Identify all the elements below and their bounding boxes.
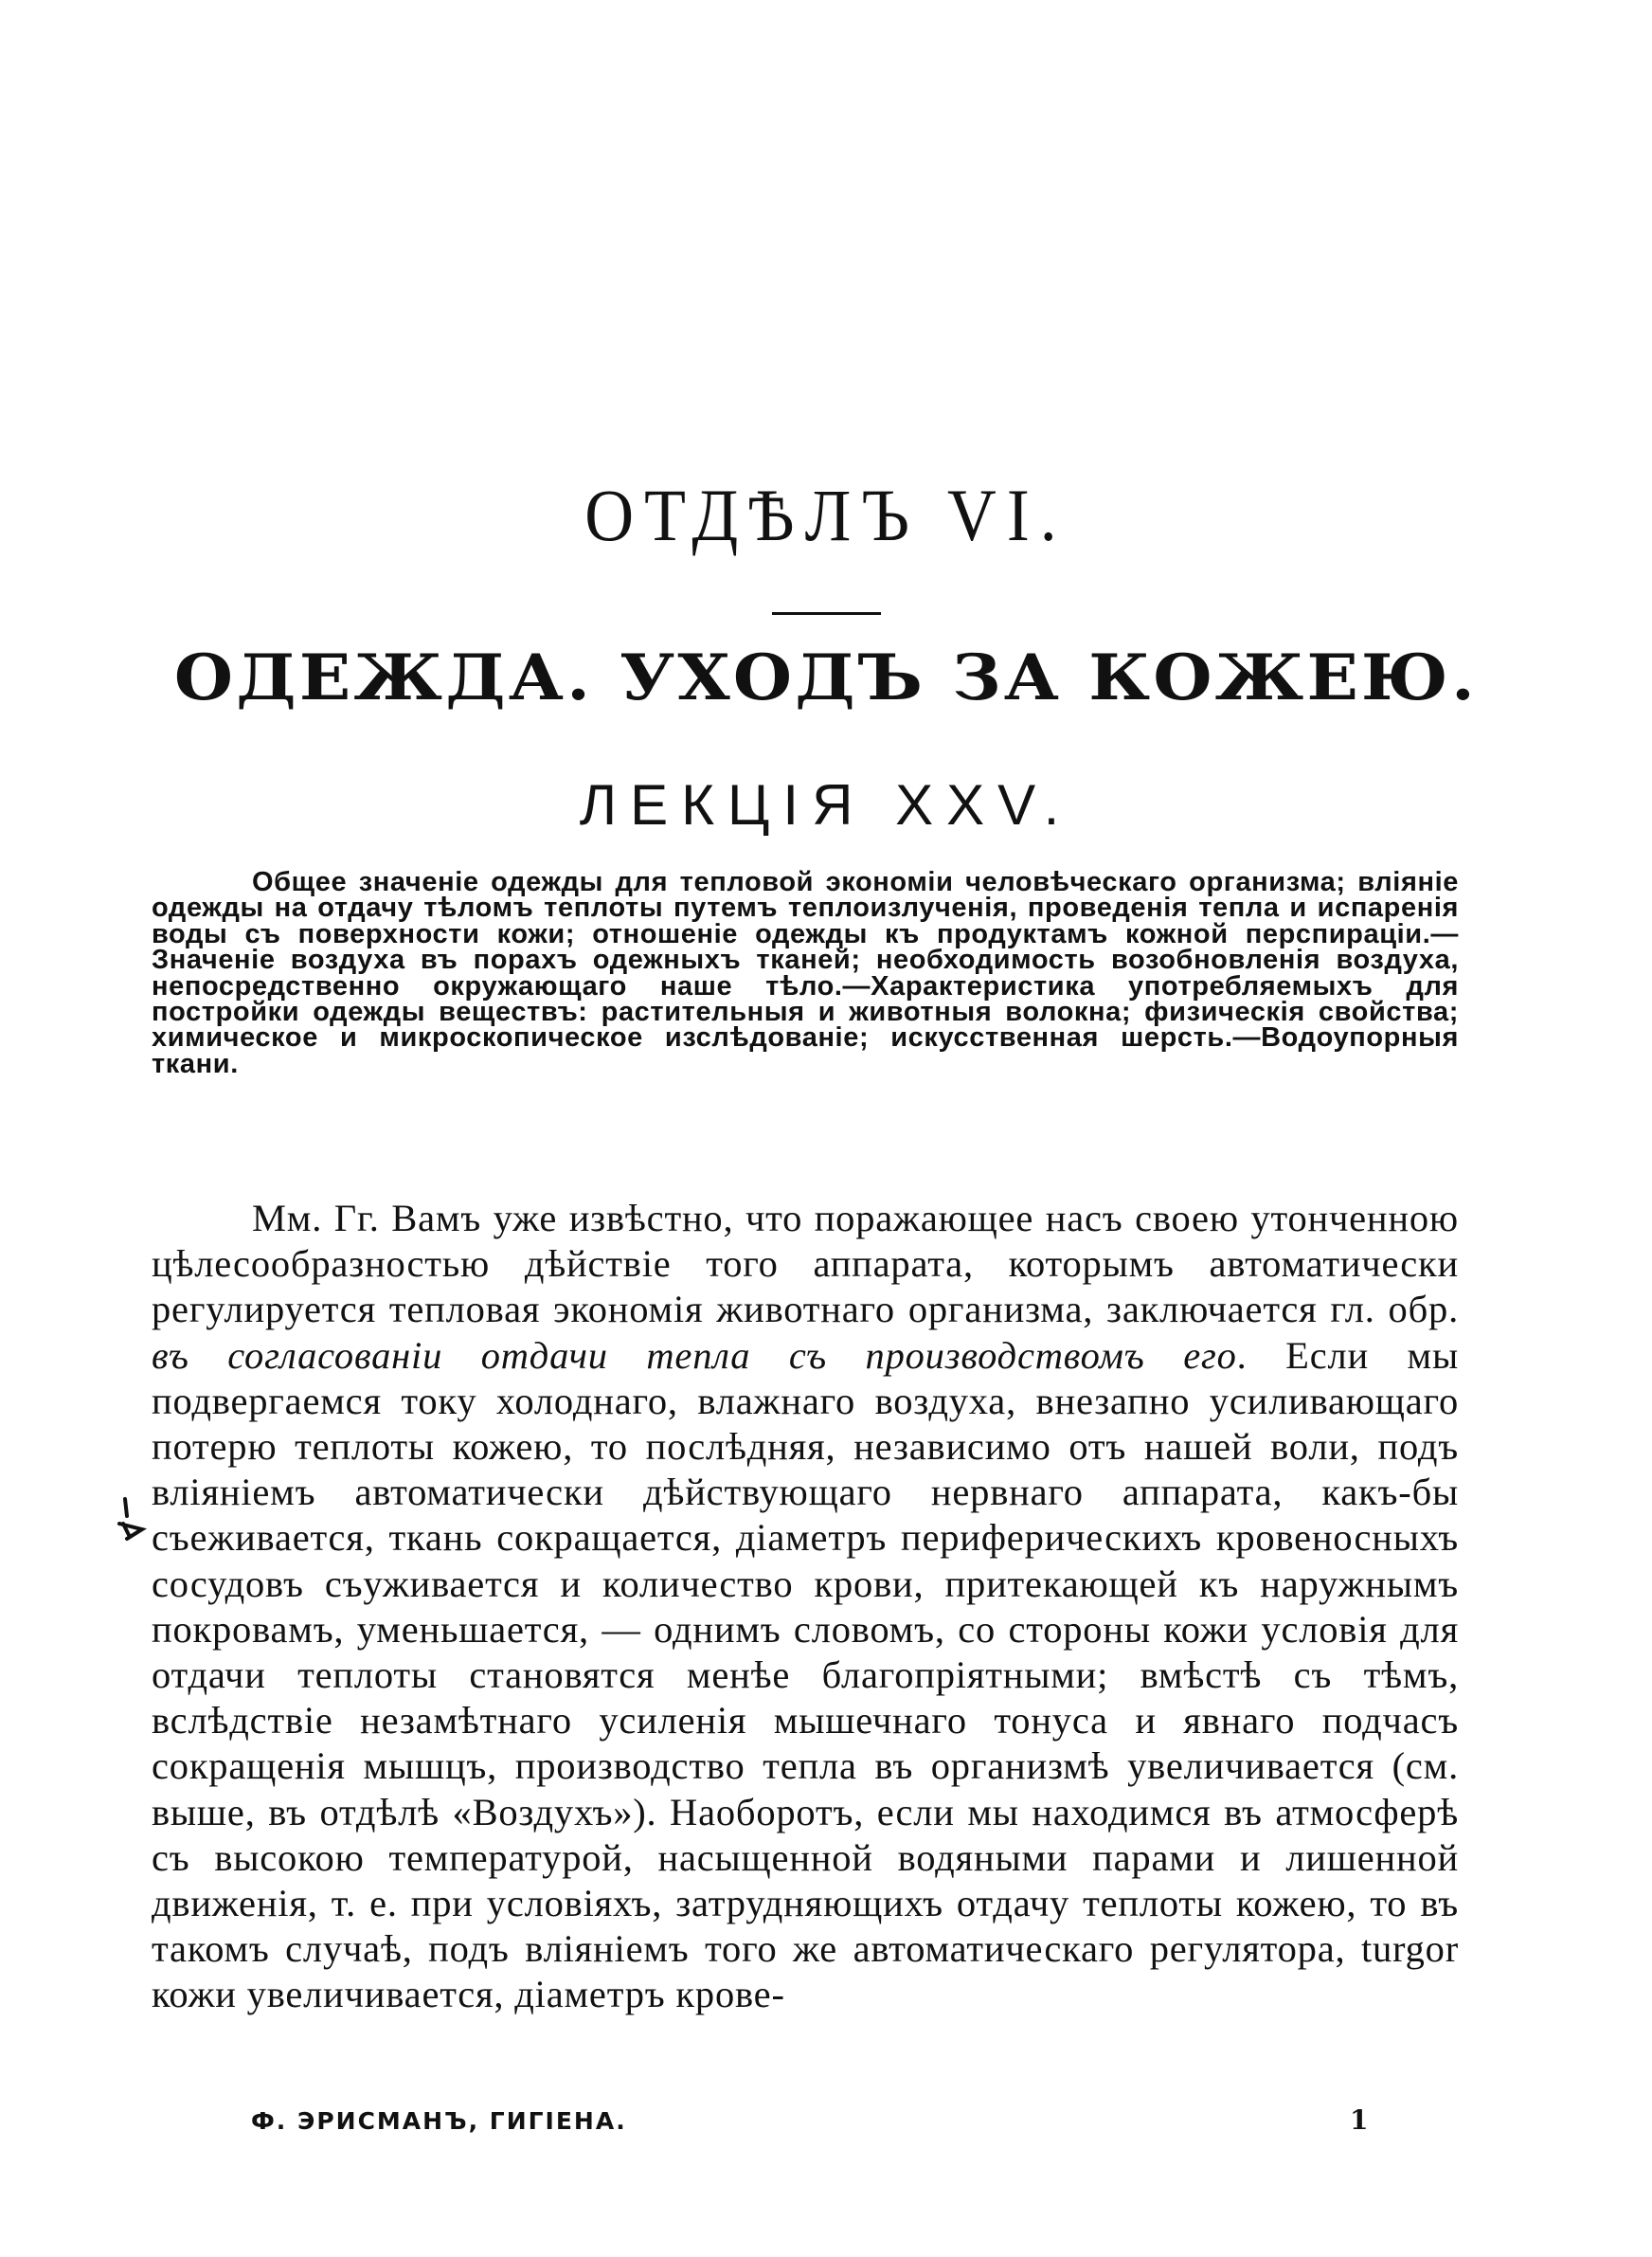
body-paragraph xyxy=(152,1196,1459,2018)
margin-pen-mark-icon xyxy=(114,1495,152,1552)
sheet-number: 1 xyxy=(1350,2104,1369,2136)
lecture-title: ЛЕКЦІЯ XXV. xyxy=(579,773,1073,837)
title-divider xyxy=(772,612,881,615)
chapter-title: ОДЕЖДА. УХОДЪ ЗА КОЖЕЮ. xyxy=(173,641,1479,714)
body-text-part2: . Если мы подвергаемся току холоднаго, влажнаго воздуха, внезапно усиливающаго потерю теплоты кожею, то послѣдняя, независимо отъ нашей воли, подъ вліяніемъ автоматически дѣйствующаго нервнаго аппарата, какъ-бы съеживается, ткань сокращается, діаметръ периферическихъ кровеносныхъ сосудовъ съуживается и количество крови, притекающей къ наружнымъ покровамъ, уменьшается, — однимъ словомъ, со стороны кожи условія для отдачи теплоты становятся менѣе благопріятными; вмѣстѣ съ тѣмъ, вслѣдствіе незамѣтнаго усиленія мышечнаго тонуса и явнаго подчасъ сокращенія мышцъ, производство тепла въ организмѣ увеличивается (см. выше, въ отдѣлѣ «Воздухъ»). Наоборотъ, если мы находимся въ атмосферѣ съ высокою температурой, насыщенной водяными парами и лишенной движенія, т. е. при условіяхъ, затрудняющихъ отдачу теплоты кожею, то въ такомъ случаѣ, подъ вліяніемъ того же автоматическаго регулятора, turgor кожи увеличивается, діаметръ крове- xyxy=(152,1333,1459,2016)
lecture-summary: Общее значеніе одежды для тепловой экономіи человѣческаго организма; вліяніе одежды на отдачу тѣломъ теплоты путемъ теплоизлученія, проведенія тепла и испаренія воды съ поверхности кожи; отношеніе одежды къ продуктамъ кожной перспираціи.—Значеніе воздуха въ порахъ одежныхъ тканей; необходимость возобновленія воздуха, непосредственно окружающаго наше тѣло.—Характеристика употребляемыхъ для постройки одежды веществъ: растительныя и животныя волокна; физическія свойства; химическое и микроскопическое изслѣдованіе; искусственная шерсть.—Водоупорныя ткани. xyxy=(152,867,1459,1079)
section-title: ОТДѢЛЪ VI. xyxy=(584,474,1068,556)
body-text-emphasis: въ согласованіи отдачи тепла съ производствомъ его xyxy=(152,1333,1237,1377)
body-text-part1: Мм. Гг. Вамъ уже извѣстно, что поражающее насъ своею утонченною цѣлесообразностью дѣйствіе того аппарата, которымъ автоматически регулируется тепловая экономія животнаго организма, заключается гл. обр. xyxy=(152,1197,1459,1331)
signature-line: Ф. ЭРИСМАНЪ, ГИГІЕНА. xyxy=(251,2107,627,2135)
